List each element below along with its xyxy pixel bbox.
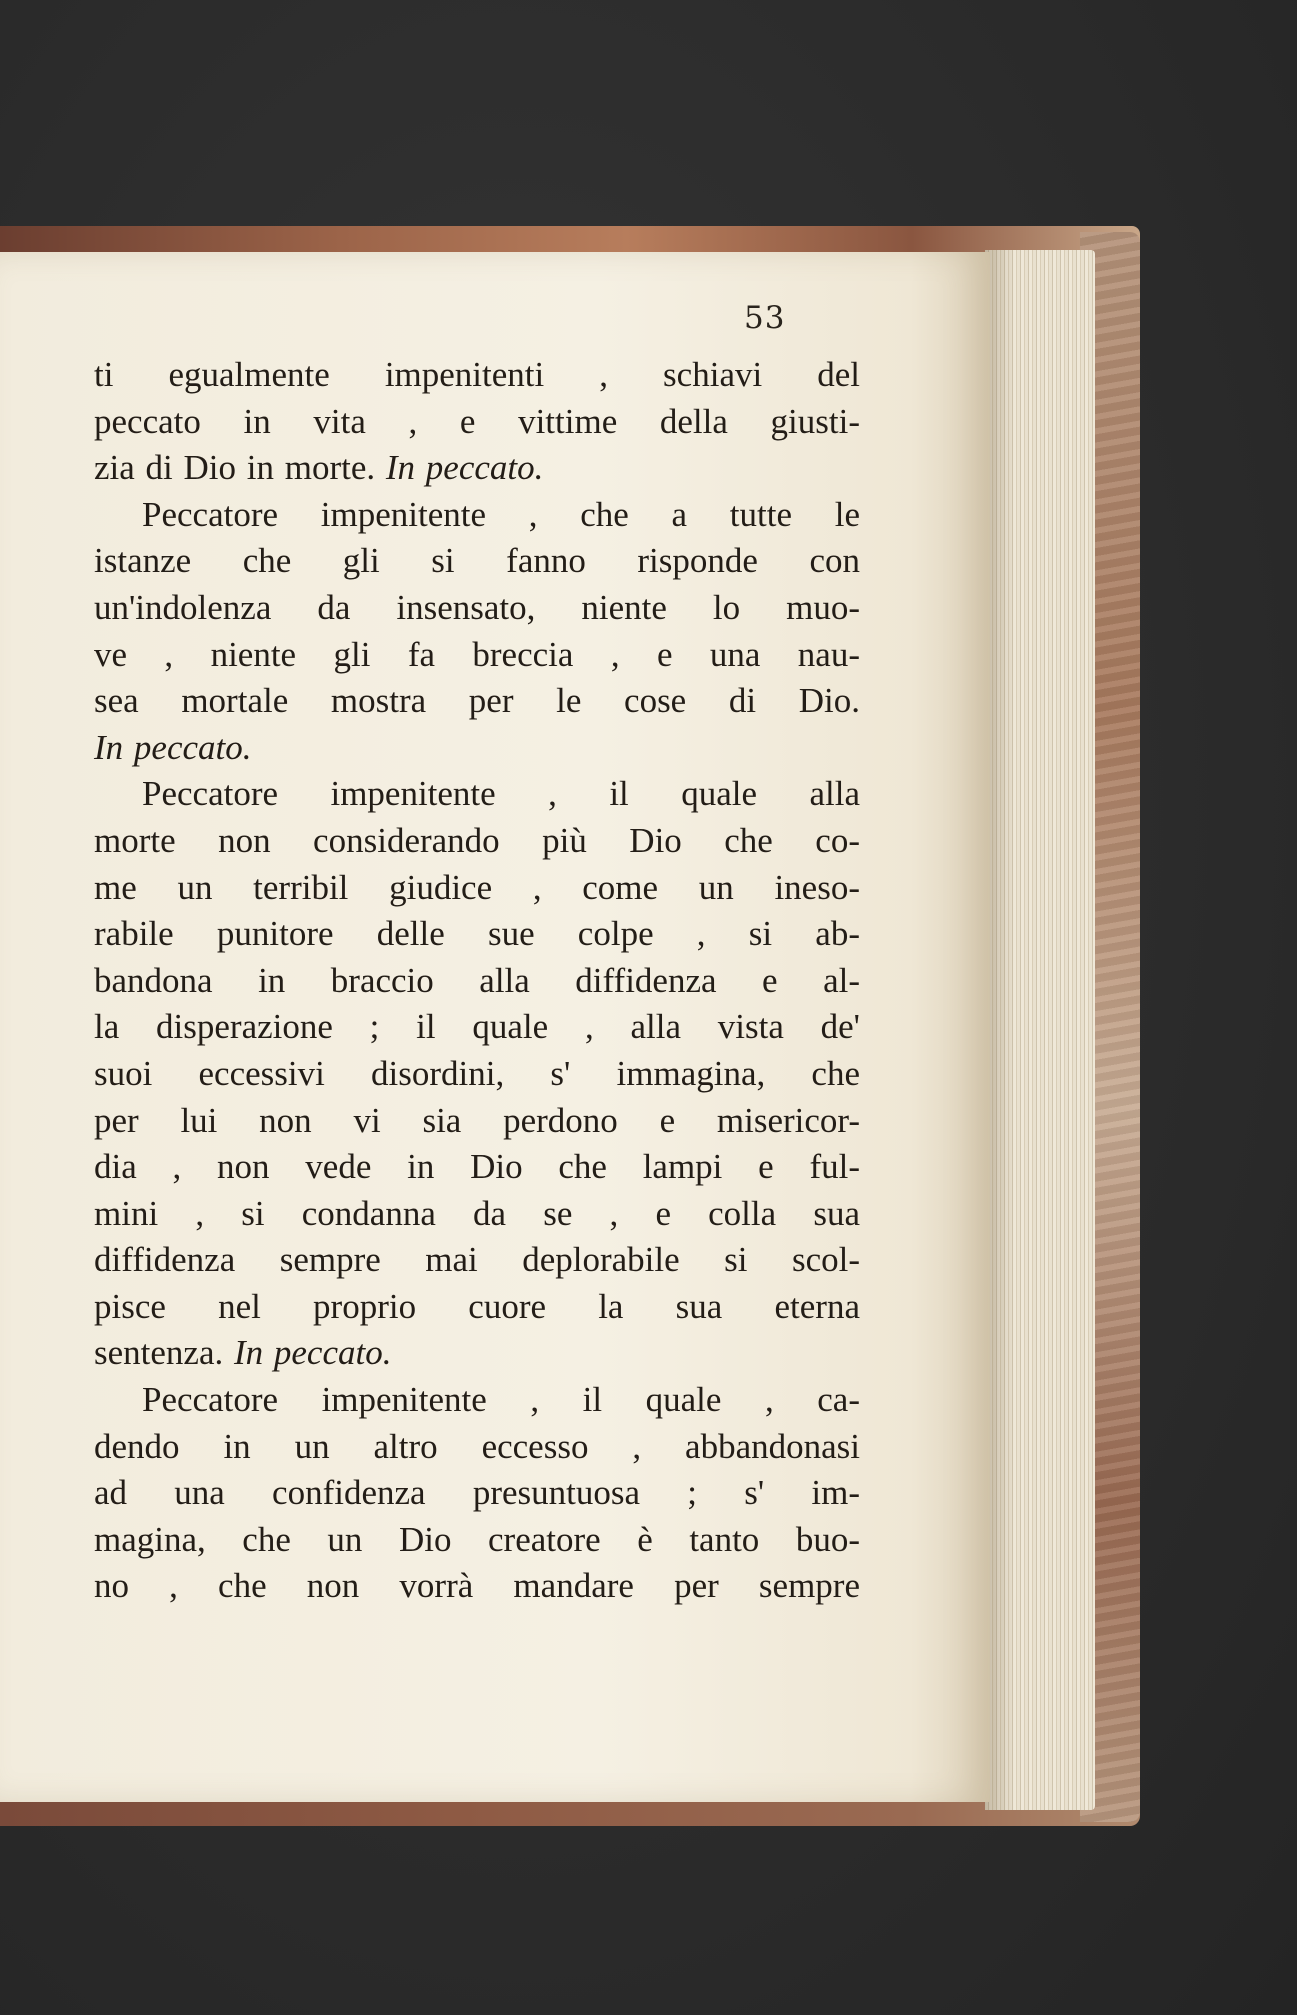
text-line: me un terribil giudice , come un ineso-: [94, 867, 860, 907]
text-line: un'indolenza da insensato, niente lo muo-: [94, 587, 860, 627]
text-line: zia di Dio in morte. In peccato.: [94, 448, 544, 488]
text-line: Peccatore impenitente , che a tutte le: [142, 494, 860, 534]
page-number: 53: [744, 300, 786, 336]
italic-phrase: In peccato.: [385, 448, 544, 488]
text-line: [94, 725, 860, 772]
text-line: magina, che un Dio creatore è tanto buo-: [94, 1519, 860, 1559]
text-line: ad una confidenza presuntuosa ; s' im-: [94, 1473, 860, 1513]
text-line: rabile punitore delle sue colpe , si ab-: [94, 914, 860, 954]
book-cover-top-edge: [0, 226, 1140, 254]
text-line: ti egualmente impenitenti , schiavi del: [94, 355, 860, 394]
text-line: peccato in vita , e vittime della giusti-: [94, 401, 860, 441]
text-line: dia , non vede in Dio che lampi e ful-: [94, 1147, 860, 1187]
italic-phrase: In peccato.: [233, 1333, 392, 1373]
text-line: morte non considerando più Dio che co-: [94, 820, 860, 860]
text-line: diffidenza sempre mai deplorabile si scol-: [94, 1240, 860, 1280]
text-line: la disperazione ; il quale , alla vista de': [94, 1007, 860, 1047]
text-line: dendo in un altro eccesso , abbandonasi: [94, 1426, 860, 1466]
italic-phrase: In peccato.: [94, 727, 252, 767]
text-line: sentenza. In peccato.: [94, 1333, 392, 1373]
text-line: Peccatore impenitente , il quale , ca-: [142, 1380, 860, 1420]
text-line: Peccatore impenitente , il quale alla: [142, 774, 860, 814]
text-line: istanze che gli si fanno risponde con: [94, 541, 860, 581]
page-text: [94, 352, 860, 1610]
text-line: per lui non vi sia perdono e misericor-: [94, 1100, 860, 1140]
text-line: sea mortale mostra per le cose di Dio.: [94, 681, 860, 721]
text-line: pisce nel proprio cuore la sua eterna: [94, 1286, 860, 1326]
text-line: suoi eccessivi disordini, s' immagina, che: [94, 1053, 860, 1093]
text-line: bandona in braccio alla diffidenza e al-: [94, 960, 860, 1000]
text-line: mini , si condanna da se , e colla sua: [94, 1193, 860, 1233]
text-line: ve , niente gli fa breccia , e una nau-: [94, 634, 860, 674]
text-line: no , che non vorrà mandare per sempre: [94, 1566, 860, 1606]
